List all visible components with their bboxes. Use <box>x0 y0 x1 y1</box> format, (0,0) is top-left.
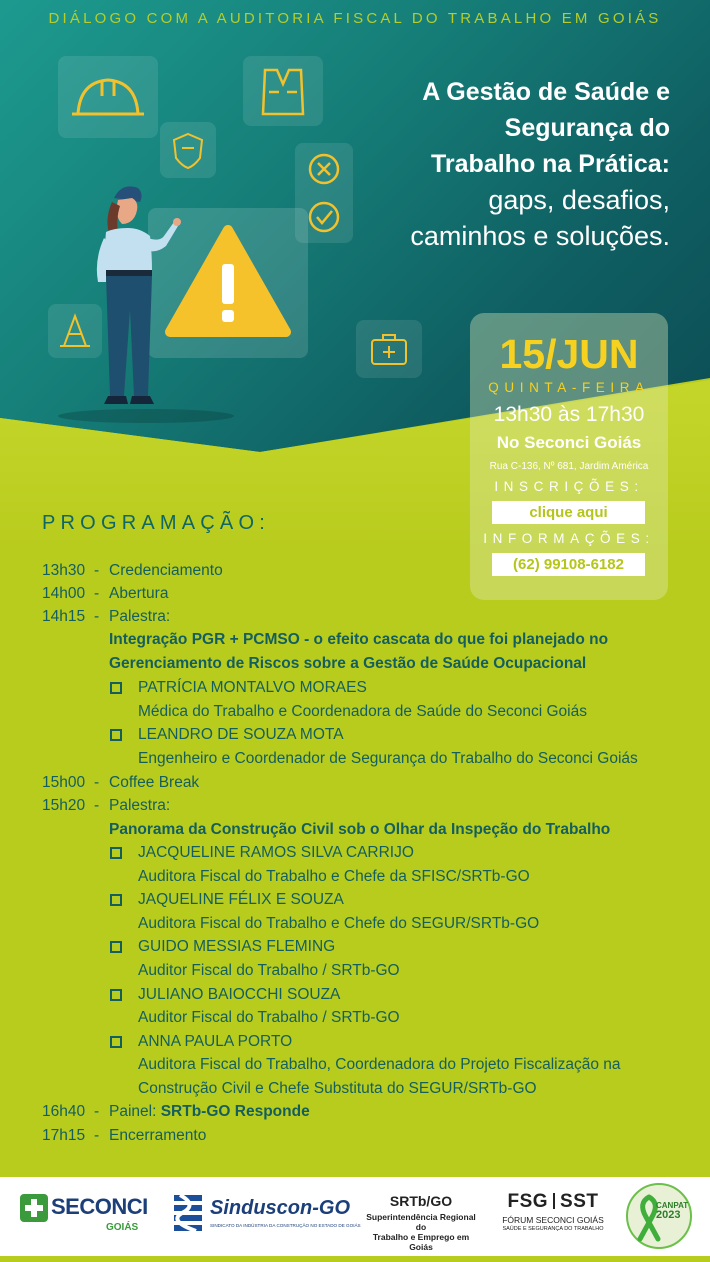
top-banner-text: DIÁLOGO COM A AUDITORIA FISCAL DO TRABALHO EM GOIÁS <box>48 10 662 27</box>
title-line-4: gaps, desafios, <box>488 185 670 215</box>
item-text: Credenciamento <box>109 562 223 579</box>
item-dash: - <box>94 774 100 791</box>
seconci-name: SECONCI <box>51 1194 148 1219</box>
srtb-logo <box>365 1193 477 1252</box>
checkbox-icon <box>110 894 122 906</box>
checkbox-icon <box>110 989 122 1001</box>
speaker-role: Auditora Fiscal do Trabalho, Coordenadora do Projeto Fiscalização na <box>138 1056 621 1073</box>
canpat-name: CANPAT <box>656 1201 689 1210</box>
sinduscon-name: Sinduscon-GO <box>210 1197 350 1219</box>
item-dash: - <box>94 585 100 602</box>
sst-text: SST <box>560 1191 599 1212</box>
item-time: 15h20 <box>42 797 86 814</box>
program-title: PROGRAMAÇÃO: <box>42 512 270 534</box>
item-text: Coffee Break <box>109 774 200 791</box>
worker-illustration <box>56 180 236 425</box>
vest-icon <box>243 56 323 126</box>
registration-label: INSCRIÇÕES: <box>494 479 644 494</box>
item-text <box>109 1101 310 1123</box>
canpat-year: 2023 <box>656 1209 681 1221</box>
checkbox-icon <box>110 729 122 741</box>
item-text: Encerramento <box>109 1127 207 1144</box>
speaker-name: JULIANO BAIOCCHI SOUZA <box>138 986 341 1003</box>
event-time: 13h30 às 17h30 <box>493 403 645 426</box>
fsg-text: FSG <box>507 1191 549 1212</box>
event-title <box>350 74 670 254</box>
title-line-3: Trabalho na Prática: <box>431 150 670 178</box>
sinduscon-emblem-icon <box>170 1191 206 1233</box>
item-dash: - <box>94 562 100 579</box>
item-time: 16h40 <box>42 1103 86 1120</box>
event-date: 15/JUN <box>499 331 639 377</box>
speaker-role: Auditor Fiscal do Trabalho / SRTb-GO <box>138 962 400 979</box>
title-line-1: A Gestão de Saúde e <box>422 78 670 106</box>
item-time: 14h00 <box>42 585 86 602</box>
item-text: Palestra: <box>109 608 171 625</box>
speaker-name: PATRÍCIA MONTALVO MORAES <box>138 679 367 696</box>
speaker-role: Auditora Fiscal do Trabalho e Chefe da SFISC/SRTb-GO <box>138 868 530 885</box>
checkbox-icon <box>110 1036 122 1048</box>
panel-title: SRTb-GO Responde <box>160 1103 310 1120</box>
srtb-line2: Trabalho e Emprego em Goiás <box>372 1232 470 1252</box>
item-time: 14h15 <box>42 608 86 625</box>
checkbox-icon <box>110 682 122 694</box>
speaker-role: Médica do Trabalho e Coordenadora de Saúde do Seconci Goiás <box>138 703 587 720</box>
item-dash: - <box>94 608 100 625</box>
item-text: Abertura <box>109 585 169 602</box>
title-line-5: caminhos e soluções. <box>410 221 670 251</box>
phone-number[interactable]: (62) 99108-6182 <box>492 553 645 576</box>
first-aid-kit-icon <box>356 320 422 378</box>
fsg-sst-logo <box>498 1191 608 1241</box>
speaker-role: Auditora Fiscal do Trabalho e Chefe do SEGUR/SRTb-GO <box>138 915 540 932</box>
forum-sub: SAÚDE E SEGURANÇA DO TRABALHO <box>502 1226 604 1232</box>
plus-icon <box>20 1194 48 1222</box>
shield-heart-icon <box>160 122 216 178</box>
topic-line: Integração PGR + PCMSO - o efeito cascata do que foi planejado no <box>109 631 609 648</box>
speaker-name: LEANDRO DE SOUZA MOTA <box>138 726 344 743</box>
checkbox-icon <box>110 847 122 859</box>
event-address: Rua C-136, Nº 681, Jardim América <box>489 461 649 472</box>
forum-name: FÓRUM SECONCI GOIÁS <box>502 1215 604 1225</box>
sponsors-footer <box>0 1177 710 1262</box>
registration-button[interactable]: clique aqui <box>492 501 645 524</box>
item-dash: - <box>94 1127 100 1144</box>
seconci-sub: GOIÁS <box>106 1222 139 1233</box>
topic-line: Panorama da Construção Civil sob o Olhar da Inspeção do Trabalho <box>109 821 611 838</box>
footer-strip <box>0 1256 710 1262</box>
item-dash: - <box>94 1103 100 1120</box>
title-line-2: Segurança do <box>504 114 670 142</box>
fsg-sst-name <box>498 1191 608 1213</box>
panel-label: Painel: <box>109 1103 157 1120</box>
helmet-icon <box>58 56 158 138</box>
item-time: 17h15 <box>42 1127 86 1144</box>
speaker-name: JAQUELINE FÉLIX E SOUZA <box>138 891 344 908</box>
srtb-line1: Superintendência Regional do <box>366 1212 476 1232</box>
item-time: 13h30 <box>42 562 86 579</box>
canpat-logo <box>626 1183 692 1249</box>
speaker-name: ANNA PAULA PORTO <box>138 1033 293 1050</box>
sinduscon-logo <box>170 1191 361 1239</box>
item-dash: - <box>94 797 100 814</box>
seconci-logo <box>20 1192 148 1236</box>
speaker-name: JACQUELINE RAMOS SILVA CARRIJO <box>138 844 414 861</box>
divider <box>553 1193 555 1209</box>
speaker-role: Engenheiro e Coordenador de Segurança do Trabalho do Seconci Goiás <box>138 750 638 767</box>
srtb-name: SRTb/GO <box>389 1193 453 1209</box>
speaker-name: GUIDO MESSIAS FLEMING <box>138 938 336 955</box>
event-info-card <box>470 313 668 600</box>
checkbox-icon <box>110 941 122 953</box>
item-time: 15h00 <box>42 774 86 791</box>
sinduscon-sub: SINDICATO DA INDÚSTRIA DA CONSTRUÇÃO NO ESTADO DE GOIÁS <box>210 1223 361 1228</box>
event-weekday: QUINTA-FEIRA <box>488 380 650 395</box>
info-label: INFORMAÇÕES: <box>483 531 655 546</box>
topic-line: Gerenciamento de Riscos sobre a Gestão de Saúde Ocupacional <box>109 655 587 672</box>
speaker-role: Auditor Fiscal do Trabalho / SRTb-GO <box>138 1009 400 1026</box>
item-text: Palestra: <box>109 797 171 814</box>
event-place: No Seconci Goiás <box>496 433 642 452</box>
speaker-role: Construção Civil e Chefe Substituta do SEGUR/SRTb-GO <box>138 1080 537 1097</box>
